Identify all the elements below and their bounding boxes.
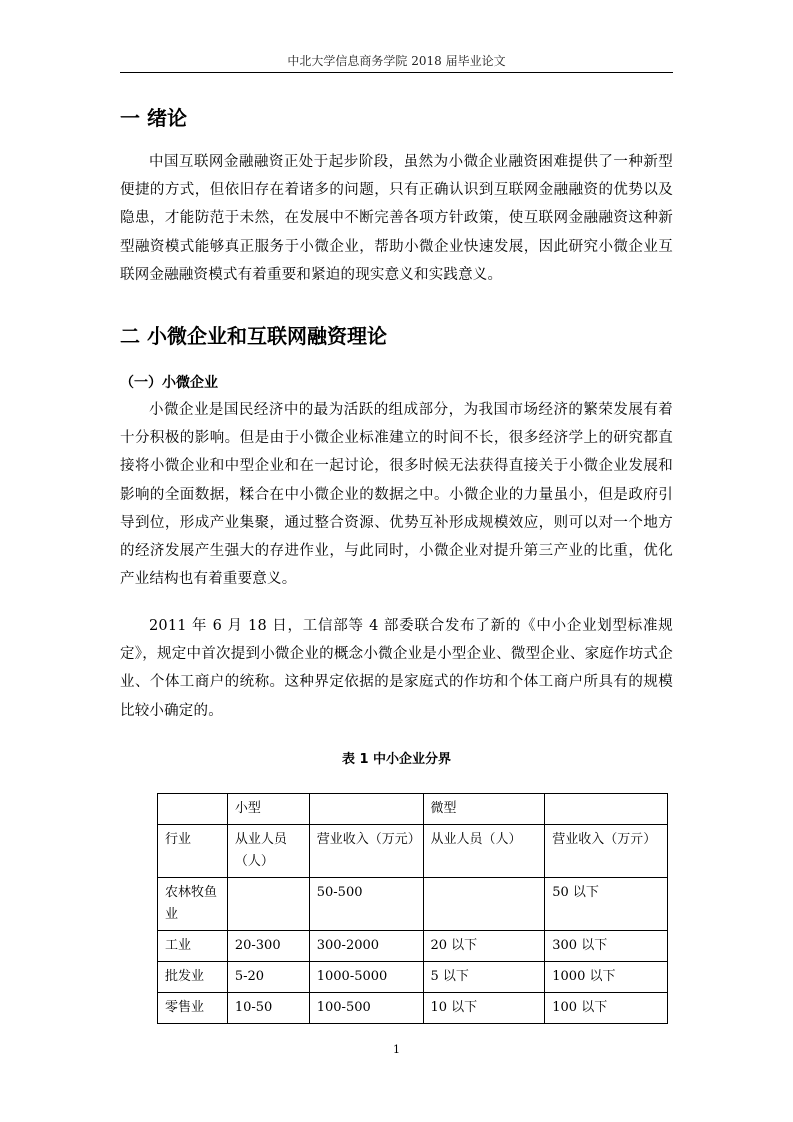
table-cell: 50-500	[309, 878, 423, 931]
table-header-cell: 从业人员（人）	[227, 825, 309, 878]
table-cell: 300-2000	[309, 931, 423, 962]
table-cell: 20 以下	[423, 931, 545, 962]
table-caption: 表 1 中小企业分界	[341, 752, 452, 767]
table-cell: 5-20	[227, 962, 309, 993]
table-cell: 1000-5000	[309, 962, 423, 993]
table-cell: 10 以下	[423, 993, 545, 1024]
table-cell: 50 以下	[545, 878, 668, 931]
table-header-cell: 营业收入（万元）	[309, 825, 423, 878]
introduction-paragraph: 中国互联网金融融资正处于起步阶段，虽然为小微企业融资困难提供了一种新型便捷的方式，但依旧存在着诸多的问题，只有正确认识到互联网金融融资的优势以及隐患，才能防范于未然，在发展中不断完善各项方针政策，使互联网金融融资这种新型融资模式能够真正服务于小微企业，帮助小微企业快速发展，因此研究小微企业互联网金融融资模式有着重要和紧迫的现实意义和实践意义。	[120, 154, 673, 283]
table-row	[158, 962, 668, 993]
table-cell: 工业	[158, 931, 228, 962]
table-header-row	[158, 825, 668, 878]
table-cell: 100 以下	[545, 993, 668, 1024]
enterprise-classification-table	[157, 793, 668, 1024]
table-cell	[423, 878, 545, 931]
page-number: 1	[393, 1043, 400, 1056]
section-heading-introduction: 一 绪论	[120, 106, 187, 130]
table-cell: 微型	[423, 794, 545, 825]
table-header-cell: 行业	[158, 825, 228, 878]
table-cell	[545, 794, 668, 825]
table-row	[158, 931, 668, 962]
table-cell	[227, 878, 309, 931]
table-cell: 农林牧鱼业	[158, 878, 228, 931]
table-cell: 300 以下	[545, 931, 668, 962]
table-cell: 零售业	[158, 993, 228, 1024]
small-micro-paragraph-1: 小微企业是国民经济中的最为活跃的组成部分，为我国市场经济的繁荣发展有着十分积极的影响。但是由于小微企业标准建立的时间不长，很多经济学上的研究都直接将小微企业和中型企业和在一起讨论，很多时候无法获得直接关于小微企业发展和影响的全面数据，糅合在中小微企业的数据之中。小微企业的力量虽小，但是政府引导到位，形成产业集聚，通过整合资源、优势互补形成规模效应，则可以对一个地方的经济发展产生强大的存进作业，与此同时，小微企业对提升第三产业的比重，优化产业结构也有着重要意义。	[120, 402, 673, 588]
table-cell: 批发业	[158, 962, 228, 993]
small-micro-paragraph-2: 2011 年 6 月 18 日，工信部等 4 部委联合发布了新的《中小企业划型标准规定》，规定中首次提到小微企业的概念小微企业是小型企业、微型企业、家庭作坊式企业、个体工商户的统称。这种界定依据的是家庭式的作坊和个体工商户所具有的规模比较小确定的。	[120, 618, 673, 719]
table-cell: 100-500	[309, 993, 423, 1024]
subsection-heading-small-micro: （一）小微企业	[120, 375, 218, 391]
table-row	[158, 993, 668, 1024]
table-row	[158, 878, 668, 931]
table-cell: 1000 以下	[545, 962, 668, 993]
table-cell	[158, 794, 228, 825]
section-heading-theory: 二 小微企业和互联网融资理论	[120, 324, 387, 348]
table-cell: 5 以下	[423, 962, 545, 993]
table-header-cell: 从业人员（人）	[423, 825, 545, 878]
table-group-row	[158, 794, 668, 825]
table-cell	[309, 794, 423, 825]
table-header-cell: 营业收入（万亓）	[545, 825, 668, 878]
page-header: 中北大学信息商务学院 2018 届毕业论文	[120, 52, 673, 73]
table-cell: 小型	[227, 794, 309, 825]
table-cell: 10-50	[227, 993, 309, 1024]
table-cell: 20-300	[227, 931, 309, 962]
